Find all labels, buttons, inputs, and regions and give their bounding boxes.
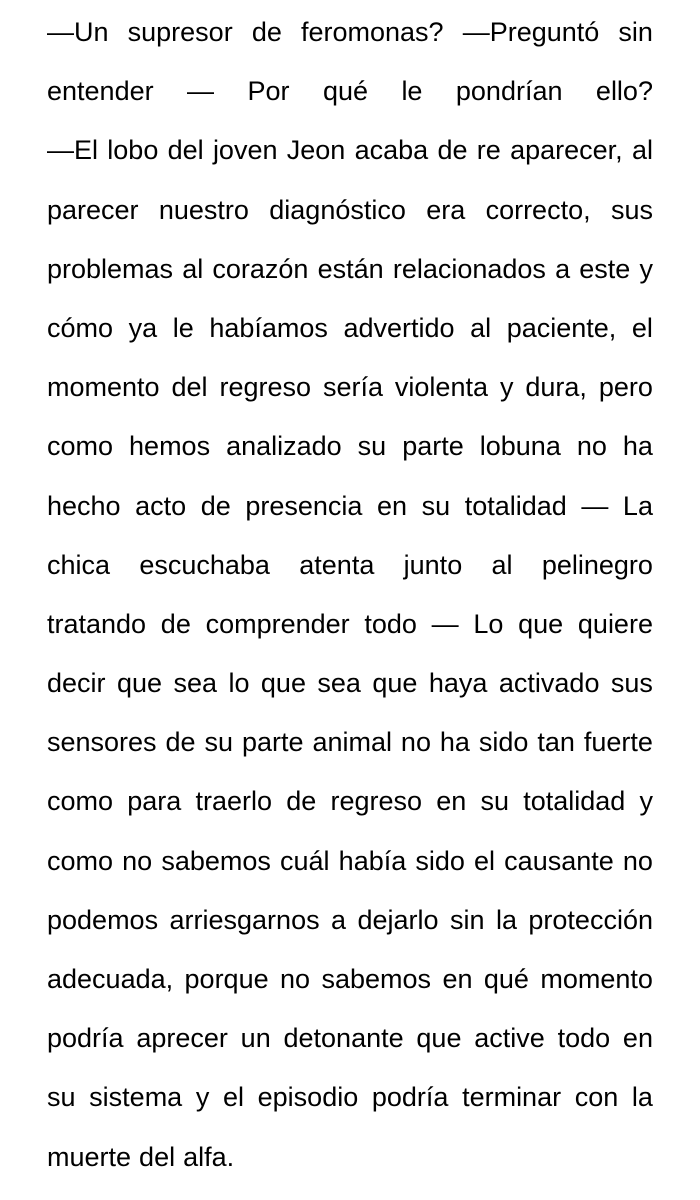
word: habíamos — [209, 312, 328, 343]
word: sensores — [47, 727, 157, 758]
word: decir — [47, 668, 106, 699]
word: paciente, — [506, 312, 617, 343]
text-line — [47, 365, 653, 424]
word: porque — [184, 964, 269, 994]
word: hecho — [47, 490, 121, 521]
word: —Un — [47, 17, 109, 47]
word: de — [437, 135, 468, 166]
word: no — [576, 431, 607, 462]
word: al — [491, 549, 513, 580]
word: escuchaba — [139, 549, 270, 580]
word: supresor — [127, 17, 233, 47]
word: sin — [618, 17, 653, 47]
word: entender — [47, 76, 154, 107]
word: animal — [312, 727, 392, 758]
word: presencia — [245, 490, 363, 521]
word: lo — [228, 668, 250, 699]
word: la — [631, 1082, 653, 1113]
word: atenta — [299, 549, 375, 580]
text-line — [47, 188, 653, 247]
word: corazón — [212, 253, 309, 284]
word: sea — [173, 668, 218, 699]
text-line — [47, 543, 653, 602]
word: hemos — [129, 431, 211, 462]
word: protección — [528, 904, 653, 935]
text-line — [47, 839, 653, 898]
word: Lo — [473, 608, 504, 639]
word: ello? — [595, 76, 653, 107]
word: diagnóstico — [269, 194, 406, 225]
word: activado — [498, 668, 600, 699]
text-line — [47, 957, 653, 1016]
word: que — [518, 608, 564, 639]
word: podría — [47, 1023, 124, 1054]
word: parecer — [47, 194, 139, 225]
word: —Preguntó — [462, 17, 600, 47]
word: su — [480, 786, 509, 817]
word: al — [631, 135, 653, 166]
word: qué — [483, 964, 529, 994]
word: sabemos — [321, 964, 432, 994]
word: acto — [135, 490, 187, 521]
word: y — [639, 253, 653, 284]
word: muerte — [47, 1141, 132, 1172]
word: al — [182, 253, 204, 284]
text-line — [47, 306, 653, 365]
word: todo — [557, 1023, 611, 1054]
word: haya — [428, 668, 488, 699]
word: del — [171, 372, 208, 403]
word: comprender — [205, 608, 350, 639]
word: y — [499, 372, 514, 403]
word: y — [195, 1082, 210, 1113]
word: todo — [364, 608, 417, 639]
word: que — [116, 668, 163, 699]
word: junto — [403, 549, 463, 580]
word: momento — [47, 372, 160, 403]
word: alfa. — [183, 1141, 235, 1172]
text-line — [47, 128, 653, 187]
word: no — [280, 964, 311, 994]
word: sistema — [89, 1082, 183, 1113]
word: a — [331, 904, 347, 935]
word: para — [127, 786, 182, 817]
word: totalidad — [464, 490, 567, 521]
word: totalidad — [523, 786, 626, 817]
text-line — [47, 602, 653, 661]
word: de — [160, 608, 191, 639]
word: sabemos — [161, 845, 271, 876]
word: violenta — [394, 372, 488, 403]
word: no — [400, 727, 431, 758]
word: del — [139, 1141, 176, 1172]
word: advertido — [343, 312, 455, 343]
text-line — [47, 424, 653, 483]
word: dejarlo — [357, 904, 439, 935]
word: y — [639, 786, 653, 817]
word: que — [260, 668, 306, 699]
word: acaba — [354, 135, 429, 166]
word: episodio — [257, 1082, 359, 1113]
word: era — [426, 194, 466, 225]
word: La — [622, 490, 653, 521]
word: sus — [610, 194, 653, 225]
word: arriesgarnos — [169, 904, 320, 935]
word: —El — [47, 135, 99, 166]
word: regreso — [219, 372, 312, 403]
word: su — [47, 1082, 76, 1113]
word: correcto, — [485, 194, 591, 225]
word: relacionados — [392, 253, 546, 284]
word: qué — [322, 76, 368, 107]
word: — — [581, 490, 609, 521]
text-line — [47, 720, 653, 779]
text-line — [47, 779, 653, 838]
word: su — [204, 727, 234, 758]
word: en — [442, 964, 473, 994]
word: su — [421, 490, 451, 521]
text-line — [47, 1135, 653, 1194]
word: sido — [415, 845, 465, 876]
word: de — [200, 490, 231, 521]
text-line — [47, 247, 653, 306]
word: cuál — [280, 845, 330, 876]
word: un — [240, 1023, 271, 1054]
word: el — [631, 312, 653, 343]
word: — — [187, 76, 215, 107]
word: pero — [598, 372, 653, 403]
word: cómo — [47, 312, 114, 343]
word: momento — [540, 964, 653, 994]
word: pelinegro — [541, 549, 653, 580]
word: ha — [439, 727, 470, 758]
word: de — [286, 786, 317, 817]
word: sea — [317, 668, 361, 699]
word: problemas — [47, 253, 174, 284]
text-line — [47, 1016, 653, 1075]
word: con — [574, 1082, 619, 1113]
word: chica — [47, 549, 111, 580]
word: que — [416, 1023, 462, 1054]
text-line — [47, 484, 653, 543]
word: aparecer, — [510, 135, 623, 166]
word: active — [474, 1023, 545, 1054]
word: ha — [622, 431, 653, 462]
word: como — [47, 845, 114, 876]
word: había — [338, 845, 407, 876]
word: sin — [450, 904, 485, 935]
word: sería — [322, 372, 383, 403]
word: el — [222, 1082, 244, 1113]
text-line — [47, 10, 653, 69]
word: la — [495, 904, 517, 935]
word: regreso — [330, 786, 423, 817]
word: adecuada, — [47, 964, 174, 994]
word: sus — [610, 668, 653, 699]
word: joven — [212, 135, 278, 166]
text-line — [47, 69, 653, 128]
word: feromonas? — [300, 17, 444, 47]
text-line — [47, 1075, 653, 1134]
word: le — [172, 312, 194, 343]
word: como — [47, 431, 114, 462]
word: analizado — [226, 431, 342, 462]
word: del — [167, 135, 204, 166]
word: quiere — [577, 608, 653, 639]
word: dura, — [525, 372, 587, 403]
word: tan — [537, 727, 575, 758]
word: sido — [478, 727, 529, 758]
word: le — [401, 76, 423, 107]
word: tratando — [47, 608, 147, 639]
word: su — [357, 431, 387, 462]
word: causante — [504, 845, 614, 876]
word: parte — [402, 431, 464, 462]
word: Jeon — [286, 135, 346, 166]
text-line — [47, 898, 653, 957]
word: no — [622, 845, 653, 876]
body-text — [47, 10, 653, 1194]
word: podría — [371, 1082, 449, 1113]
text-line — [47, 661, 653, 720]
word: el — [474, 845, 496, 876]
word: traerlo — [195, 786, 273, 817]
word: de — [251, 17, 282, 47]
word: podemos — [47, 904, 159, 935]
word: ya — [128, 312, 158, 343]
word: aprecer — [136, 1023, 228, 1054]
word: terminar — [462, 1082, 562, 1113]
word: al — [470, 312, 492, 343]
word: no — [122, 845, 153, 876]
word: Por — [247, 76, 290, 107]
word: lobo — [107, 135, 159, 166]
word: nuestro — [158, 194, 249, 225]
word: de — [165, 727, 196, 758]
word: parte — [241, 727, 304, 758]
word: en — [436, 786, 467, 817]
word: lobuna — [479, 431, 561, 462]
word: como — [47, 786, 114, 817]
word: que — [372, 668, 418, 699]
word: a — [555, 253, 571, 284]
word: en — [622, 1023, 653, 1054]
word: en — [377, 490, 408, 521]
word: están — [317, 253, 384, 284]
word: fuerte — [583, 727, 653, 758]
word: — — [431, 608, 459, 639]
word: re — [476, 135, 501, 166]
word: este — [579, 253, 631, 284]
word: pondrían — [455, 76, 563, 107]
word: detonante — [283, 1023, 404, 1054]
